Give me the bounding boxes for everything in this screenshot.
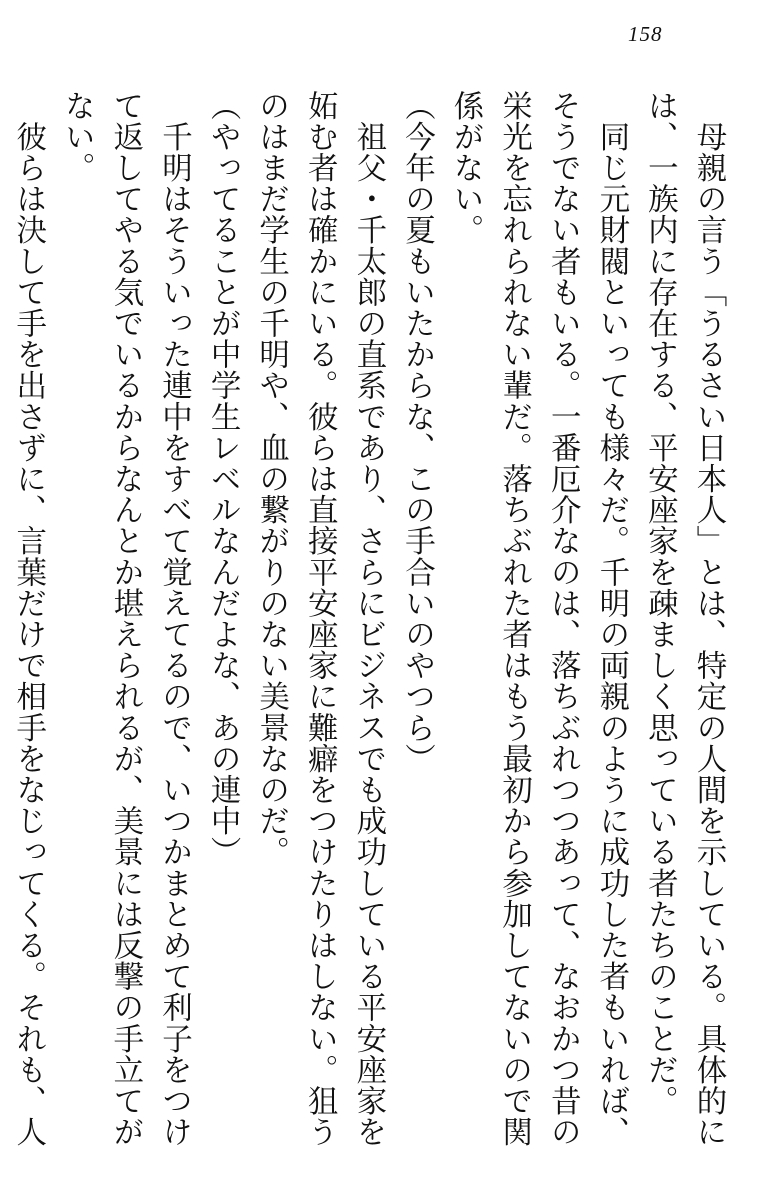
paragraph: 彼らは決して手を出さずに、言葉だけで相手をなじってくる。それも、人 [10,121,46,1148]
body-text [10,90,732,1175]
paragraph: 母親の言う「うるさい日本人」とは、特定の人間を示している。具体的には、一族内に存在する、平安座家を疎ましく思っている者たちのことだ。 [642,90,726,1148]
page-number: 158 [628,22,663,46]
paragraph: 祖父・千太郎の直系であり、さらにビジネスでも成功している平安座家を妬む者は確かにいる。彼らは直接平安座家に難癖をつけたりはしない。狙うのはまだ学生の千明や、血の繋がりのない美景なのだ。 [253,90,386,1148]
paragraph: （やってることが中学生レベルなんだよな、あの連中） [205,90,241,868]
paragraph: 同じ元財閥といっても様々だ。千明の両親のように成功した者もいれば、そうでない者もいる。一番厄介なのは、落ちぶれつつあって、なおかつ昔の栄光を忘れられない輩だ。落ちぶれた者はもう最初から参加してないので関係がない。 [448,90,629,1148]
paragraph: （今年の夏もいたからな、この手合いのやつら） [399,90,435,775]
paragraph: 千明はそういった連中をすべて覚えてるので、いつかまとめて利子をつけて返してやる気でいるからなんとか堪えられるが、美景には反撃の手立てがない。 [59,90,192,1148]
